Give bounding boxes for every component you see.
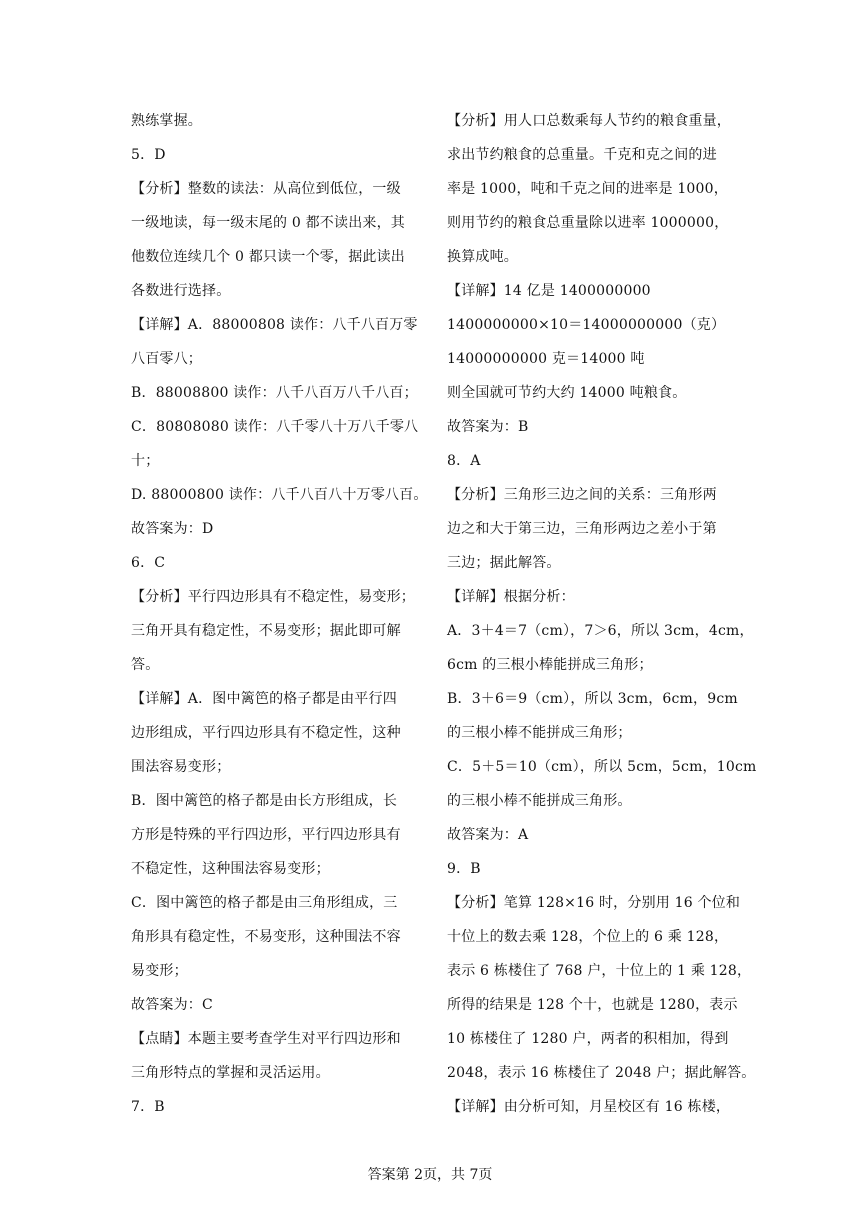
- text-line: 故答案为：B: [447, 419, 529, 435]
- text-line: 求出节约粮食的总重量。千克和克之间的进: [447, 147, 717, 163]
- text-line: 三角开具有稳定性，不易变形；据此即可解: [131, 623, 401, 639]
- text-line: 他数位连续几个 0 都只读一个零，据此读出: [131, 249, 406, 265]
- text-line: 围法容易变形；: [131, 759, 231, 775]
- text-line: 8．A: [447, 453, 481, 469]
- text-line: C．5＋5＝10（cm），所以 5cm，5cm，10cm: [447, 759, 757, 775]
- text-line: 则用节约的粮食总重量除以进率 1000000，: [447, 215, 729, 231]
- text-line: 十位上的数去乘 128，个位上的 6 乘 128，: [447, 929, 729, 945]
- text-line: 的三根小棒不能拼成三角形。: [447, 793, 632, 809]
- text-line: 答。: [131, 657, 160, 673]
- text-line: 不稳定性，这种围法容易变形；: [131, 861, 330, 877]
- text-line: 方形是特殊的平行四边形，平行四边形具有: [131, 827, 401, 843]
- text-line: 故答案为：D: [131, 521, 214, 537]
- text-line: 5．D: [131, 147, 166, 163]
- text-line: 则全国就可节约大约 14000 吨粮食。: [447, 385, 687, 401]
- text-line: 2048，表示 16 栋楼住了 2048 户；据此解答。: [447, 1065, 756, 1081]
- text-line: 【分析】用人口总数乘每人节约的粮食重量，: [447, 113, 731, 129]
- text-line: 【分析】平行四边形具有不稳定性，易变形；: [131, 589, 415, 605]
- text-line: 【分析】整数的读法：从高位到低位，一级: [131, 181, 401, 197]
- text-line: B．图中篱笆的格子都是由长方形组成，长: [131, 793, 398, 809]
- text-line: 7．B: [131, 1099, 165, 1115]
- text-line: 【分析】三角形三边之间的关系：三角形两: [447, 487, 717, 503]
- text-line: 率是 1000，吨和千克之间的进率是 1000，: [447, 181, 728, 197]
- text-line: 熟练掌握。: [131, 113, 202, 129]
- right-column: [447, 104, 757, 1124]
- text-line: 八百零八；: [131, 351, 202, 367]
- text-line: 易变形；: [131, 963, 188, 979]
- text-line: 【分析】笔算 128×16 时，分别用 16 个位和: [447, 895, 741, 911]
- text-line: 1400000000×10＝14000000000（克）: [447, 317, 726, 333]
- text-line: C．图中篱笆的格子都是由三角形组成，三: [131, 895, 398, 911]
- text-line: 各数进行选择。: [131, 283, 231, 299]
- page-footer: 答案第 2页，共 7页: [367, 1167, 493, 1183]
- text-line: 十；: [131, 453, 160, 469]
- text-line: 的三根小棒不能拼成三角形；: [447, 725, 632, 741]
- text-line: 边之和大于第三边，三角形两边之差小于第: [447, 521, 717, 537]
- text-line: 所得的结果是 128 个十，也就是 1280，表示: [447, 997, 738, 1013]
- text-line: 【详解】由分析可知，月星校区有 16 栋楼，: [447, 1099, 731, 1115]
- text-line: 三边；据此解答。: [447, 555, 561, 571]
- text-line: B．88008800 读作：八千八百万八千八百；: [131, 385, 418, 401]
- text-line: 【详解】根据分析：: [447, 589, 575, 605]
- text-line: 【详解】A．图中篱笆的格子都是由平行四: [131, 691, 397, 707]
- text-line: 表示 6 栋楼住了 768 户，十位上的 1 乘 128，: [447, 963, 752, 979]
- text-line: 14000000000 克＝14000 吨: [447, 351, 645, 367]
- text-line: 角形具有稳定性，不易变形，这种围法不容: [131, 929, 401, 945]
- text-line: 三角形特点的掌握和灵活运用。: [131, 1065, 330, 1081]
- text-line: D. 88000800 读作：八千八百八十万零八百。: [131, 487, 428, 503]
- text-line: C．80808080 读作：八千零八十万八千零八: [131, 419, 419, 435]
- text-line: 【点睛】本题主要考查学生对平行四边形和: [131, 1031, 401, 1047]
- text-line: 【详解】A．88000808 读作：八千八百万零: [131, 317, 418, 333]
- text-line: 故答案为：A: [447, 827, 529, 843]
- text-line: 边形组成，平行四边形具有不稳定性，这种: [131, 725, 401, 741]
- text-line: 【详解】14 亿是 1400000000: [447, 283, 651, 299]
- text-line: 一级地读，每一级末尾的 0 都不读出来，其: [131, 215, 406, 231]
- text-line: 9．B: [447, 861, 481, 877]
- text-line: 6．C: [131, 555, 166, 571]
- text-line: B．3＋6＝9（cm），所以 3cm，6cm，9cm: [447, 691, 738, 707]
- text-line: A．3＋4＝7（cm），7＞6，所以 3cm，4cm，: [447, 623, 754, 639]
- left-column: [131, 104, 431, 1124]
- text-line: 6cm 的三根小棒能拼成三角形；: [447, 657, 653, 673]
- text-line: 10 栋楼住了 1280 户，两者的积相加，得到: [447, 1031, 729, 1047]
- text-line: 换算成吨。: [447, 249, 518, 265]
- text-line: 故答案为：C: [131, 997, 213, 1013]
